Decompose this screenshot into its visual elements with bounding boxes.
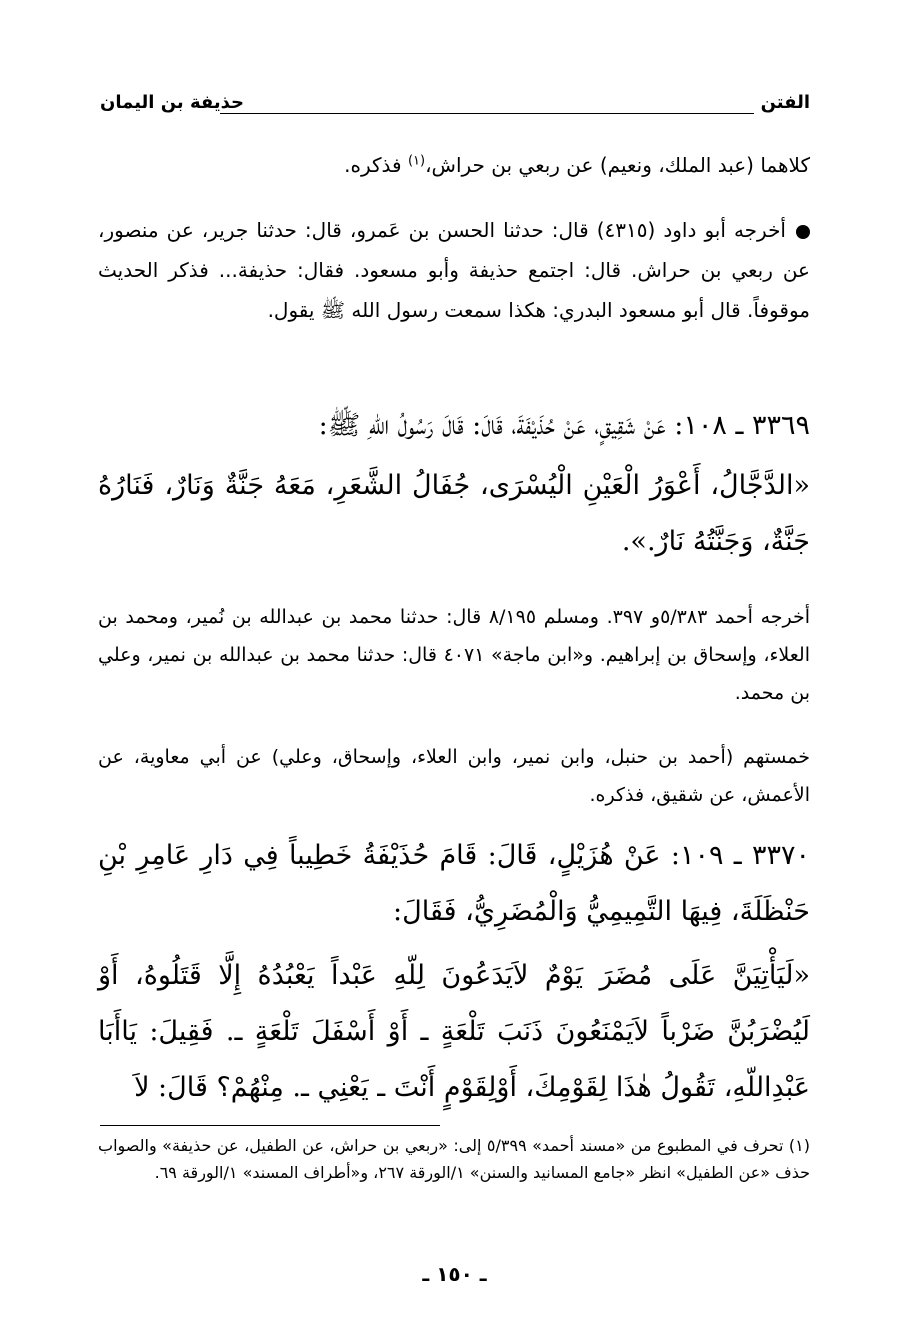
hadith-3369-heading: ٣٣٦٩ ـ ١٠٨: عَنْ شَقِيقٍ، عَنْ حُذَيْفَةَ، قَالَ: قَالَ رَسُولُ اللّهِ ﷺ: <box>318 410 810 441</box>
paragraph-2 <box>98 210 810 330</box>
hadith-3370-text: «لَيَأْتِيَنَّ عَلَى مُضَرَ يَوْمٌ لاَيَدَعُونَ لِلّهِ عَبْداً يَعْبُدُهُ إِلَّا قَتَلُوهُ، أَوْ لَيُضْرَبُنَّ ضَرْباً لاَيَمْنَعُونَ ذَنَبَ تَلْعَةٍ ـ أَوْ أَسْفَلَ تَلْعَةٍ ـ. فَقِيلَ: يَاأَبَا عَبْدِاللّهِ، تَقُولُ هٰذَا لِقَوْمِكَ، أَوْلِقَوْمٍ أَنْتَ ـ يَعْنِي ـ. مِنْهُمْ؟ قَالَ: لاَ <box>98 960 810 1103</box>
paragraph-3-text: أخرجه أحمد ٥/٣٨٣و ٣٩٧. ومسلم ٨/١٩٥ قال: حدثنا محمد بن عبدالله بن نُمير، ومحمد بن العلاء، وإسحاق بن إبراهيم. و«ابن ماجة» ٤٠٧١ قال: حدثنا محمد بن عبدالله بن نمير، وعلي بن محمد. <box>98 606 811 704</box>
header-rule <box>220 113 754 114</box>
footnote: (١) تحرف في المطبوع من «مسند أحمد» ٥/٣٩٩ إلى: «ربعي بن حراش، عن الطفيل، عن حذيفة» والصواب حذف «عن الطفيل» انظر «جامع المسانيد والسنن» ١/الورقة ٢٦٧، و«أطراف المسند» ١/الورقة ٦٩. <box>98 1136 810 1182</box>
hadith-3369 <box>98 398 810 570</box>
paragraph-1-text: كلاهما (عبد الملك، ونعيم) عن ربعي بن حراش، <box>425 153 810 177</box>
footnote-ref[interactable]: (١) <box>407 153 426 169</box>
paragraph-4-text: خمستهم (أحمد بن حنبل، وابن نمير، وابن العلاء، وإسحاق، وعلي) عن أبي معاوية، عن الأعمش، عن شقيق، فذكره. <box>98 746 810 806</box>
paragraph-4 <box>98 738 810 814</box>
page-number: ـ ١٥٠ ـ <box>422 1262 487 1286</box>
chapter-title: الفتن <box>760 92 810 113</box>
hadith-3369-text: «الدَّجَّالُ، أَعْوَرُ الْعَيْنِ الْيُسْرَى، جُفَالُ الشَّعَرِ، مَعَهُ جَنَّةٌ وَنَارٌ، فَنَارُهُ جَنَّةٌ، وَجَنَّتُهُ نَارٌ.». <box>98 470 810 557</box>
running-header <box>100 92 810 122</box>
hadith-3370-heading: ٣٣٧٠ ـ ١٠٩: عَنْ هُزَيْلٍ، قَالَ: قَامَ حُذَيْفَةُ خَطِيباً فِي دَارِ عَامِرِ بْنِ حَنْظَلَةَ، فِيهَا التَّمِيمِيُّ وَالْمُضَرِيُّ، فَقَالَ: <box>98 840 810 927</box>
paragraph-2-text: أخرجه أبو داود (٤٣١٥) قال: حدثنا الحسن بن عَمرو، قال: حدثنا جرير، عن منصور، عن ربعي بن حراش. قال: اجتمع حذيفة وأبو مسعود. فقال: حذيفة... فذكر الحديث موقوفاً. قال أبو مسعود البدري: هكذا سمعت رسول الله ﷺ يقول. <box>98 218 810 322</box>
paragraph-3 <box>98 598 810 712</box>
section-title: حذيفة بن اليمان <box>100 92 244 113</box>
bullet-icon <box>796 225 810 239</box>
paragraph-1-end: فذكره. <box>344 153 402 177</box>
footnote-rule <box>100 1125 440 1126</box>
hadith-3370 <box>98 828 810 1116</box>
paragraph-1 <box>98 145 810 185</box>
